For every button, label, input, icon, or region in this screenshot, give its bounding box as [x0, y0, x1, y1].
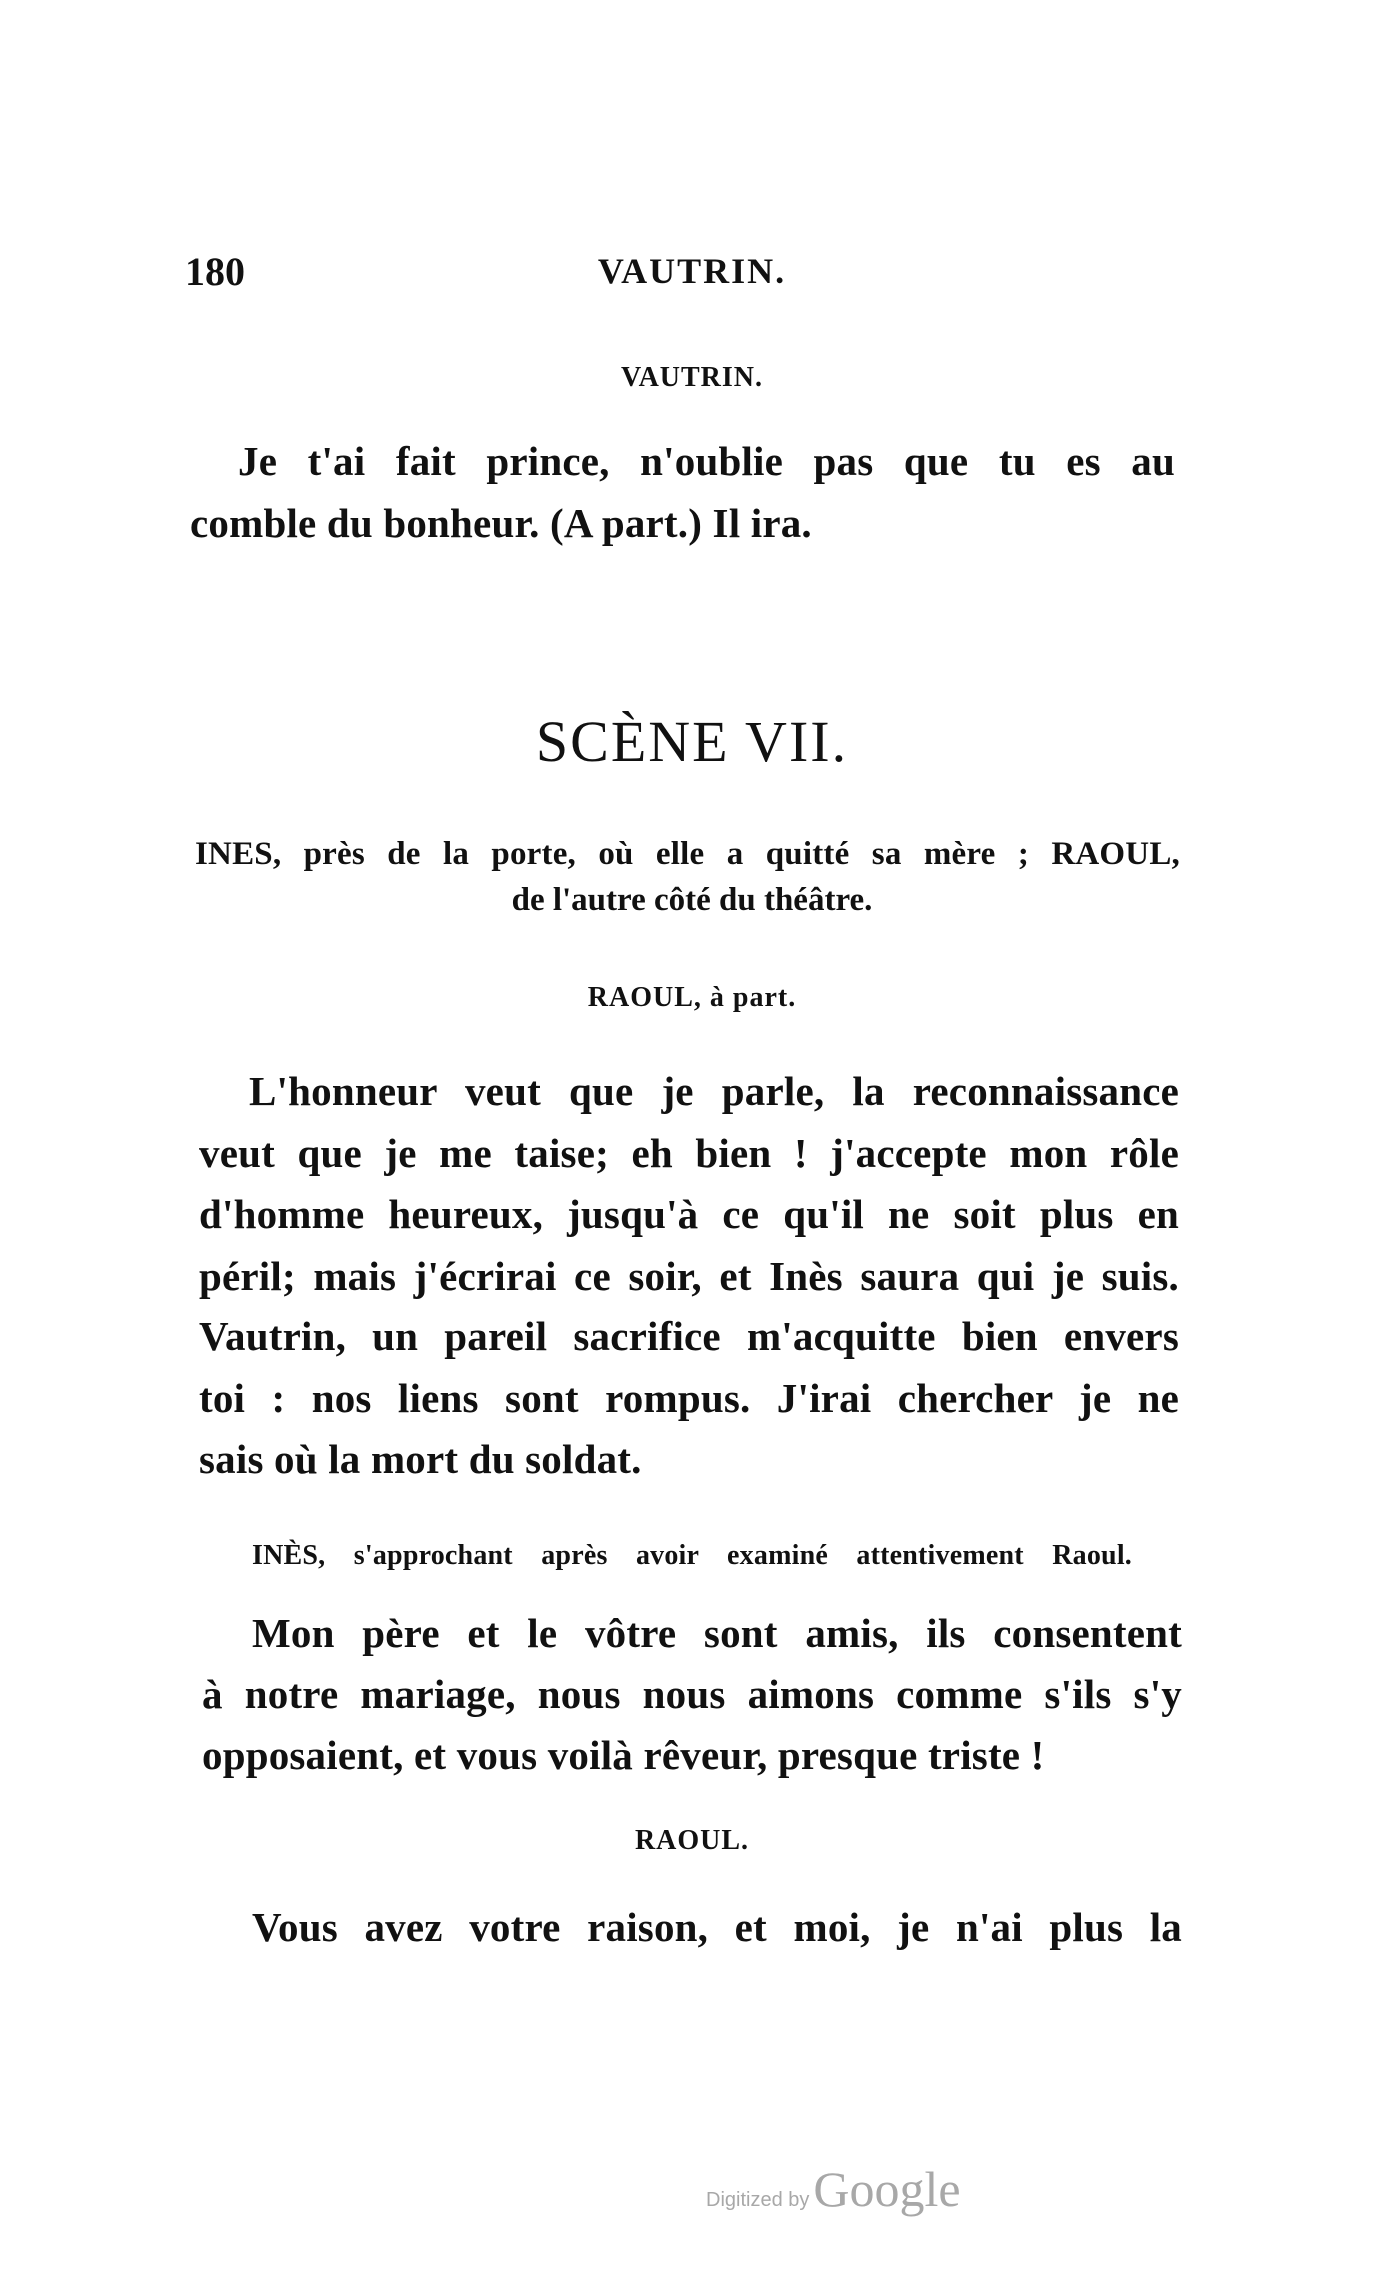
speaker-raoul-aside: RAOUL, à part. — [587, 982, 797, 1013]
text-line: Vautrin, un pareil sacrifice m'acquitte bien envers — [199, 1313, 1179, 1359]
watermark-prefix: Digitized by — [706, 2189, 810, 2211]
running-title: VAUTRIN. — [597, 251, 787, 291]
text-line: L'honneur veut que je parle, la reconnaissance — [249, 1068, 1179, 1114]
stage-direction-line: de l'autre côté du théâtre. — [511, 882, 873, 918]
text-line: opposaient, et vous voilà rêveur, presque triste ! — [202, 1732, 1045, 1778]
text-line: d'homme heureux, jusqu'à ce qu'il ne soit plus en — [199, 1191, 1179, 1237]
stage-direction-line: INES, près de la porte, où elle a quitté sa mère ; RAOUL, — [195, 836, 1180, 872]
speaker-raoul: RAOUL. — [634, 1825, 750, 1856]
digitized-by-google-watermark — [706, 2160, 961, 2218]
text-line: toi : nos liens sont rompus. J'irai chercher je ne — [199, 1375, 1179, 1421]
text-line: veut que je me taise; eh bien ! j'accepte mon rôle — [199, 1130, 1179, 1176]
speaker-ines: INÈS, s'approchant après avoir examiné attentivement Raoul. — [252, 1540, 1132, 1571]
text-line: Mon père et le vôtre sont amis, ils consentent — [252, 1610, 1182, 1656]
text-line: comble du bonheur. (A part.) Il ira. — [190, 500, 812, 546]
text-line: Vous avez votre raison, et moi, je n'ai plus la — [252, 1904, 1182, 1950]
page-number: 180 — [185, 249, 245, 294]
speaker-vautrin: VAUTRIN. — [620, 362, 764, 393]
google-logo: Google — [813, 2161, 961, 2217]
scene-title: SCÈNE VII. — [535, 709, 849, 774]
text-line: à notre mariage, nous nous aimons comme s'ils s'y — [202, 1671, 1182, 1717]
text-line: sais où la mort du soldat. — [199, 1436, 642, 1482]
text-line: péril; mais j'écrirai ce soir, et Inès saura qui je suis. — [199, 1253, 1179, 1299]
text-line: Je t'ai fait prince, n'oublie pas que tu es au — [238, 438, 1175, 484]
